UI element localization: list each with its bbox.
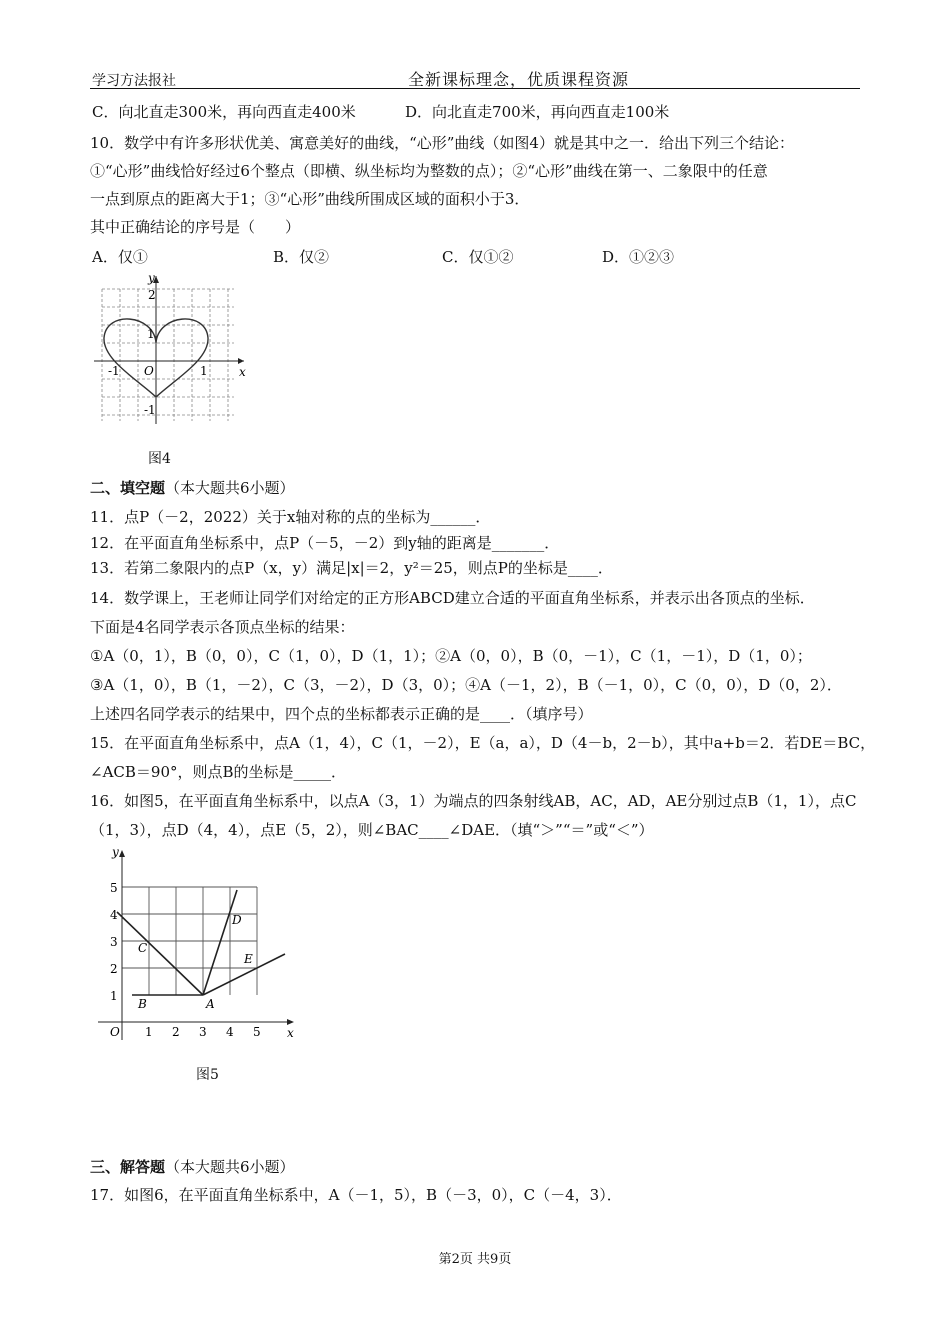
q11: 11．点P（－2，2022）关于x轴对称的点的坐标为______． xyxy=(90,508,491,526)
q16-line1: 16．如图5，在平面直角坐标系中，以点A（3，1）为端点的四条射线AB，AC，AD，AE分别过点B（1，1），点C xyxy=(90,792,857,810)
q17: 17．如图6，在平面直角坐标系中，A（－1，5），B（－3，0），C（－4，3）． xyxy=(90,1186,622,1204)
figure-5-caption: 图5 xyxy=(196,1067,219,1083)
q14-line3: ①A（0，1），B（0，0），C（1，0），D（1，1）；②A（0，0），B（0，－1），C（1，－1），D（1，0）； xyxy=(90,647,812,665)
fig5-xtick-1: 1 xyxy=(145,1025,153,1039)
fig5-label-e: E xyxy=(244,952,253,966)
ray-ad xyxy=(203,890,237,995)
figure-5-rays-graph xyxy=(92,840,312,1050)
figure-4-caption: 图4 xyxy=(148,451,171,467)
page-footer: 第2页 共9页 xyxy=(438,1252,512,1267)
section-2-heading xyxy=(90,478,295,498)
section-2-note: （本大题共6小题） xyxy=(165,479,295,497)
fig5-ytick-1: 1 xyxy=(110,989,118,1003)
q14-line2: 下面是4名同学表示各顶点坐标的结果： xyxy=(90,618,355,636)
fig5-xtick-2: 2 xyxy=(172,1025,180,1039)
fig4-label-x: x xyxy=(239,365,246,379)
fig4-label-2: 2 xyxy=(148,288,156,302)
fig4-label-1y: 1 xyxy=(147,327,155,341)
q10-option-b: B．仅② xyxy=(273,248,330,266)
q10-line1: 10．数学中有许多形状优美、寓意美好的曲线，“心形”曲线（如图4）就是其中之一．给出下列三个结论： xyxy=(90,134,794,152)
fig4-label-origin: O xyxy=(144,364,154,378)
fig5-label-b: B xyxy=(138,997,147,1011)
q10-option-a: A．仅① xyxy=(92,248,148,266)
fig5-y-arrow xyxy=(119,850,125,857)
fig4-label-neg1y: -1 xyxy=(144,403,156,417)
section-2-title: 二、填空题 xyxy=(90,479,166,497)
q10-option-c: C．仅①② xyxy=(442,248,514,266)
fig5-ytick-5: 5 xyxy=(110,881,118,895)
fig5-ytick-2: 2 xyxy=(110,962,118,976)
q10-option-d: D．①②③ xyxy=(602,248,675,266)
q12: 12．在平面直角坐标系中，点P（－5，－2）到y轴的距离是_______． xyxy=(90,534,560,552)
fig5-xtick-4: 4 xyxy=(226,1025,234,1039)
fig5-label-origin: O xyxy=(110,1025,120,1039)
q14-line4: ③A（1，0），B（1，－2），C（3，－2），D（3，0）；④A（－1，2），B（－1，0），C（0，0），D（0，2）． xyxy=(90,676,842,694)
fig5-ytick-4: 4 xyxy=(110,908,118,922)
section-3-heading xyxy=(90,1157,295,1177)
q14-line1: 14．数学课上，王老师让同学们对给定的正方形ABCD建立合适的平面直角坐标系，并表示出各顶点的坐标． xyxy=(90,589,815,607)
q15-line2: ∠ACB＝90°，则点B的坐标是_____． xyxy=(90,763,347,781)
q14-line5: 上述四名同学表示的结果中，四个点的坐标都表示正确的是____．（填序号） xyxy=(90,705,593,723)
fig4-label-neg1x: -1 xyxy=(108,364,120,378)
header-center: 全新课标理念，优质课程资源 xyxy=(408,70,630,89)
fig5-xtick-5: 5 xyxy=(253,1025,261,1039)
q13: 13．若第二象限内的点P（x，y）满足|x|＝2，y²＝25，则点P的坐标是____． xyxy=(90,559,613,577)
fig5-label-c: C xyxy=(138,941,148,955)
fig5-x-arrow xyxy=(287,1019,294,1025)
q10-line4: 其中正确结论的序号是（ ） xyxy=(90,218,301,236)
q16-line2: （1，3），点D（4，4），点E（5，2），则∠BAC____∠DAE．（填“＞”“＝”或“＜”） xyxy=(90,821,654,839)
fig5-label-x: x xyxy=(287,1026,294,1040)
fig5-label-d: D xyxy=(232,913,242,927)
q9-option-c: C．向北直走300米，再向西直走400米 xyxy=(92,103,356,121)
section-3-note: （本大题共6小题） xyxy=(165,1158,295,1176)
section-3-title: 三、解答题 xyxy=(90,1158,166,1176)
header-left: 学习方法报社 xyxy=(92,73,176,89)
fig5-xtick-3: 3 xyxy=(199,1025,207,1039)
fig5-ytick-3: 3 xyxy=(110,935,118,949)
fig4-label-y: y xyxy=(148,271,155,285)
q10-line2: ①“心形”曲线恰好经过6个整点（即横、纵坐标均为整数的点）；②“心形”曲线在第一、二象限中的任意 xyxy=(90,162,768,180)
fig5-label-a: A xyxy=(206,997,215,1011)
fig5-label-y: y xyxy=(112,845,119,859)
fig4-grid xyxy=(102,289,234,421)
q9-option-d: D．向北直走700米，再向西直走100米 xyxy=(405,103,670,121)
header-rule xyxy=(90,88,860,89)
q10-line3: 一点到原点的距离大于1；③“心形”曲线所围成区域的面积小于3． xyxy=(90,190,530,208)
ray-ac xyxy=(117,912,203,995)
fig4-x-arrow xyxy=(238,358,244,364)
q15-line1: 15．在平面直角坐标系中，点A（1，4），C（1，－2），E（a，a），D（4－b，2－b），其中a+b＝2．若DE＝BC， xyxy=(90,734,876,752)
figure-4-heart-graph xyxy=(88,268,258,428)
fig4-label-1x: 1 xyxy=(200,364,208,378)
